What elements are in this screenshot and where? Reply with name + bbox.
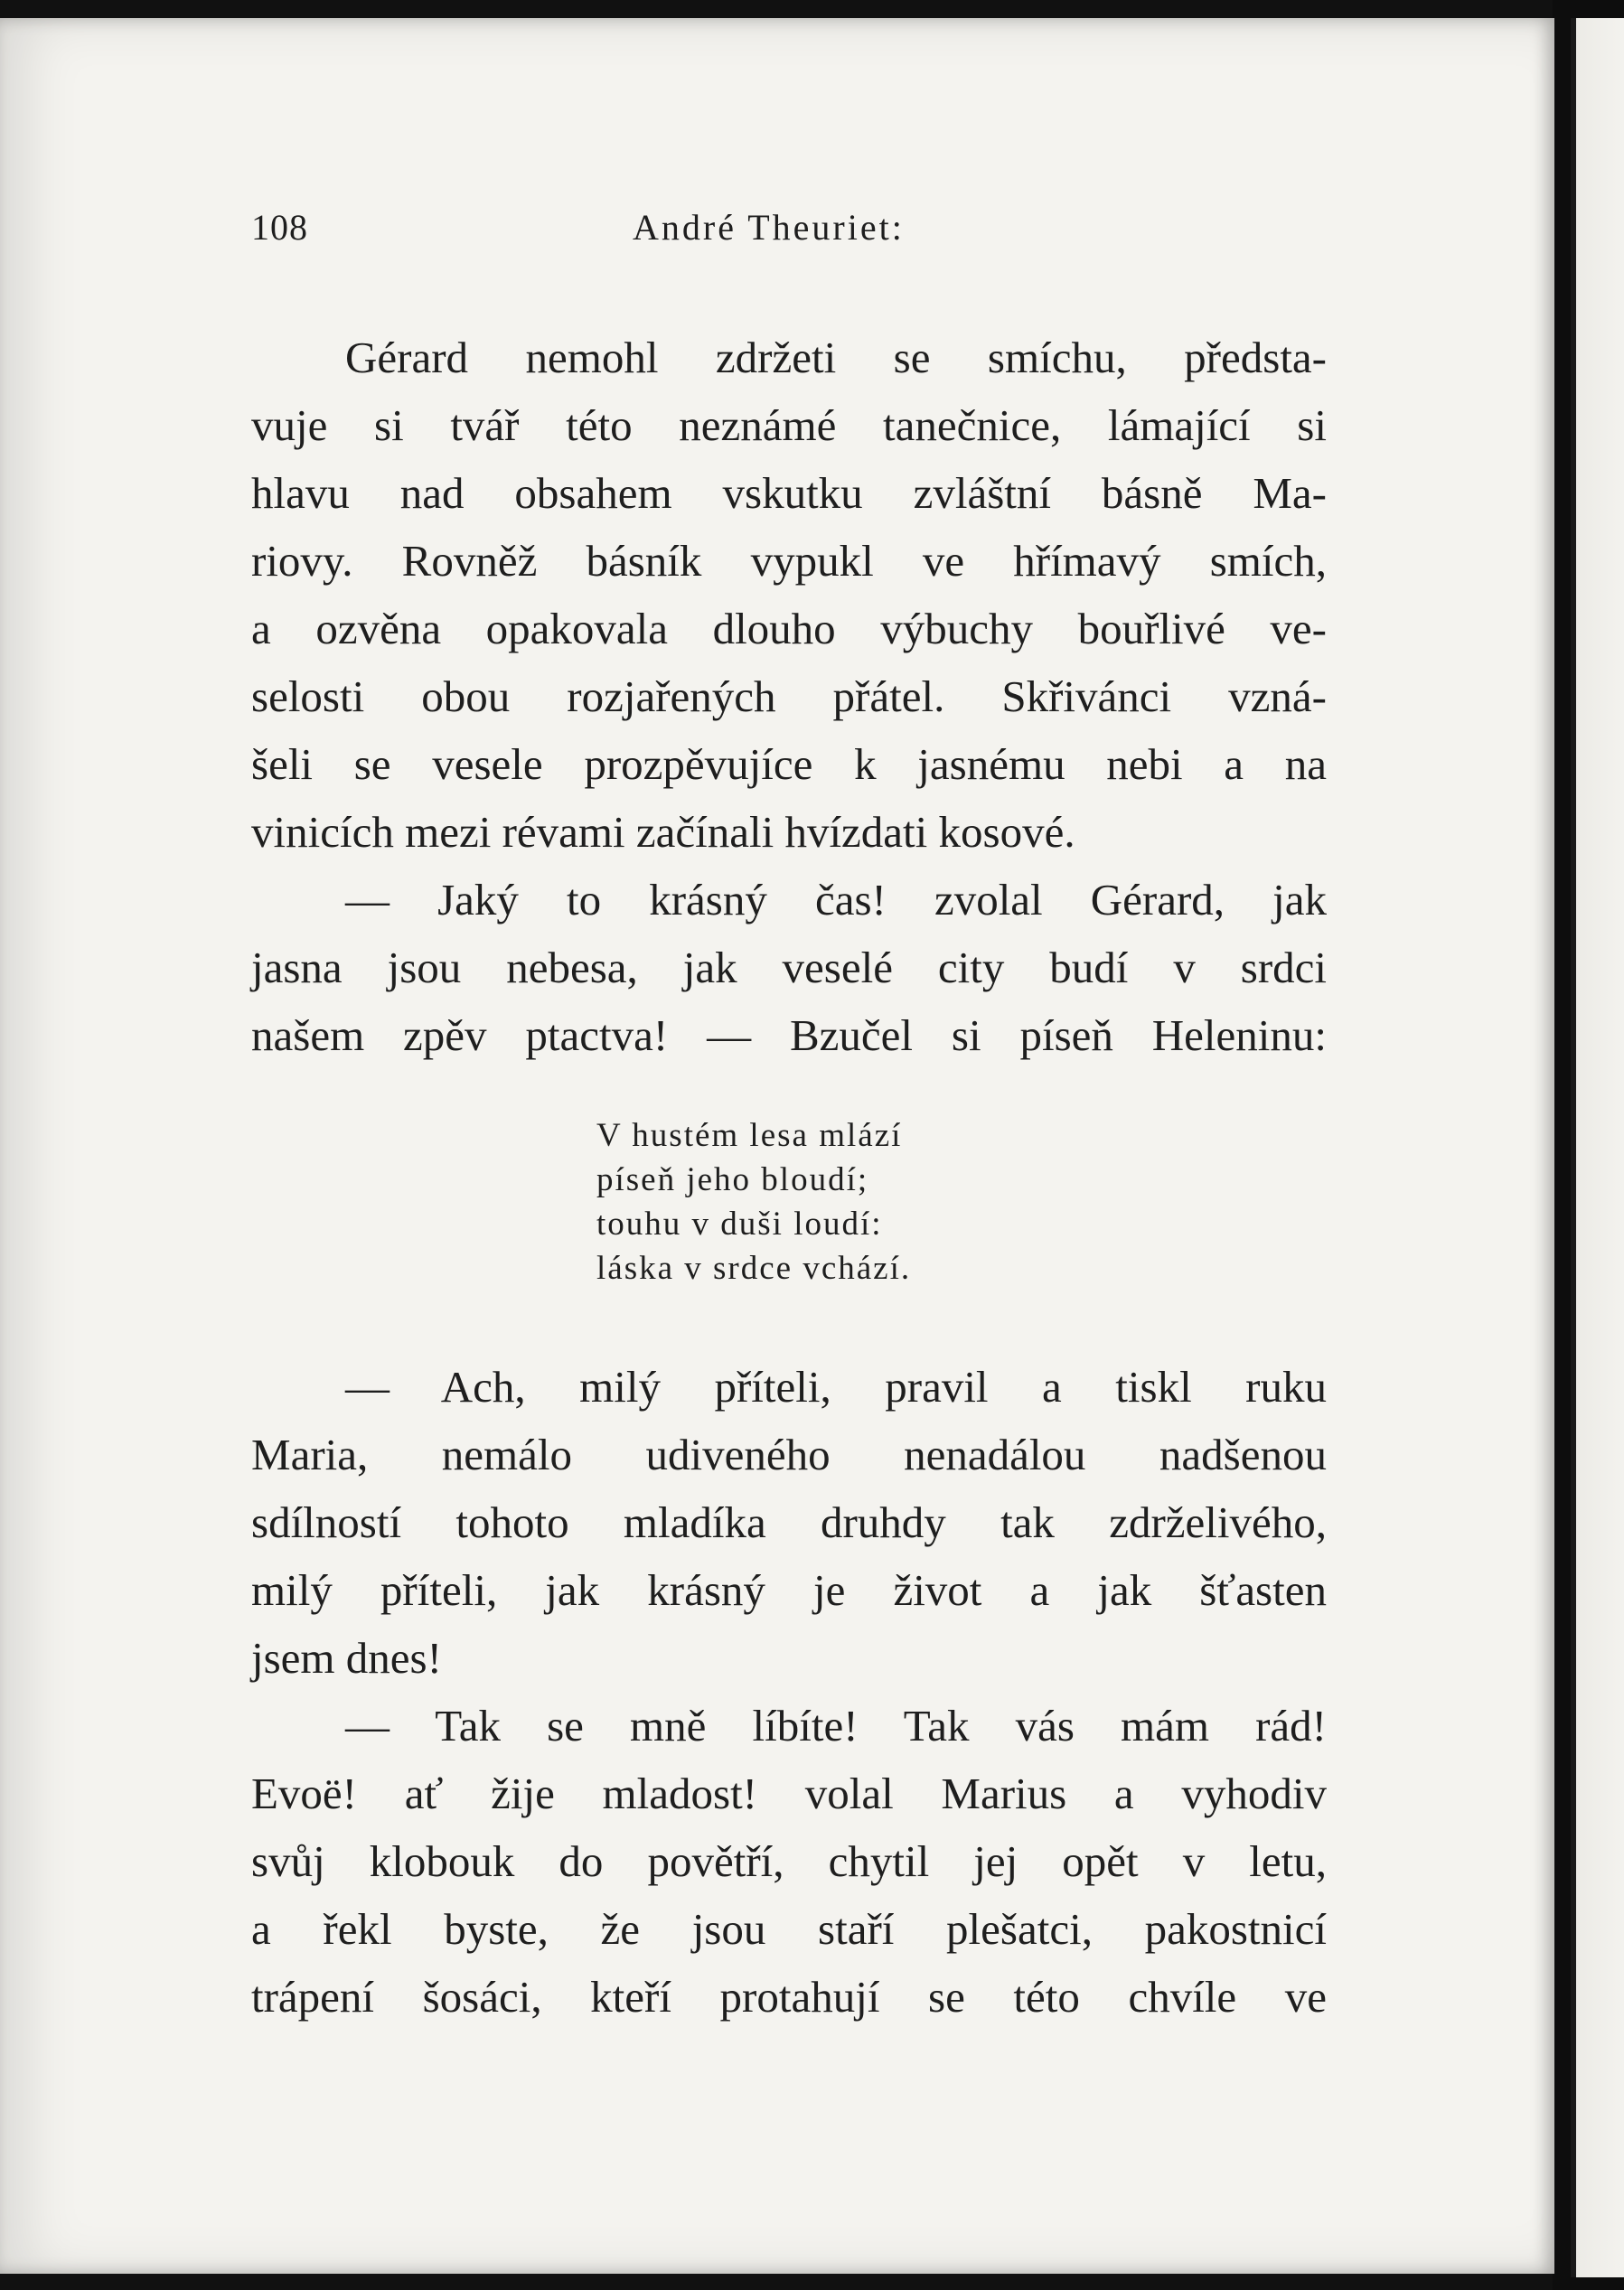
text-line: vinicích mezi révami začínali hvízdati kosové. [251,807,1075,857]
poem-line: píseň jeho bloudí; [596,1161,869,1198]
body-text-lower [251,1353,1327,2031]
poem-line: touhu v duši loudí: [596,1206,883,1243]
poem-line: láska v srdce vchází. [596,1250,912,1287]
text-line: — Ach, milý příteli, pravil a tiskl ruku [345,1362,1327,1412]
poem-stanza [596,1113,1048,1290]
text-line: — Jaký to krásný čas! zvolal Gérard, jak [345,875,1327,924]
text-line: selosti obou rozjařených přátel. Skřivánci vzná- [251,671,1327,721]
text-line: a řekl byste, že jsou staří plešatci, pakostnicí [251,1904,1327,1954]
text-line: riovy. Rovněž básník vypukl ve hřímavý smích, [251,536,1327,586]
facing-page-edge [1571,18,1624,2277]
text-line: našem zpěv ptactva! — Bzučel si píseň Heleninu: [251,1010,1327,1060]
text-line: sdílností tohoto mladíka druhdy tak zdrželivého, [251,1497,1327,1547]
text-line: a ozvěna opakovala dlouho výbuchy bouřlivé ve- [251,604,1327,653]
running-title: André Theuriet: [633,207,905,248]
text-line: Evoë! ať žije mladost! volal Marius a vyhodiv [251,1769,1327,1818]
body-text-upper [251,324,1327,1069]
text-line: jasna jsou nebesa, jak veselé city budí v srdci [251,943,1327,992]
text-line: šeli se vesele prozpěvujíce k jasnému nebi a na [251,739,1327,789]
text-line: trápení šosáci, kteří protahují se této chvíle ve [251,1972,1327,2022]
text-line: hlavu nad obsahem vskutku zvláštní básně Ma- [251,468,1327,518]
book-page [0,18,1554,2274]
text-line: Gérard nemohl zdržeti se smíchu, předsta- [345,333,1327,382]
text-line: svůj klobouk do povětří, chytil jej opět v letu, [251,1836,1327,1886]
page-number: 108 [251,207,308,248]
text-line: milý příteli, jak krásný je život a jak šťasten [251,1565,1327,1615]
text-line: Maria, nemálo udiveného nenadálou nadšenou [251,1430,1327,1479]
text-line: — Tak se mně líbíte! Tak vás mám rád! [345,1701,1327,1750]
poem-line: V hustém lesa mlází [596,1117,903,1154]
text-line: jsem dnes! [251,1633,442,1683]
text-line: vuje si tvář této neznámé tanečnice, lámající si [251,400,1327,450]
running-head [251,206,1336,260]
